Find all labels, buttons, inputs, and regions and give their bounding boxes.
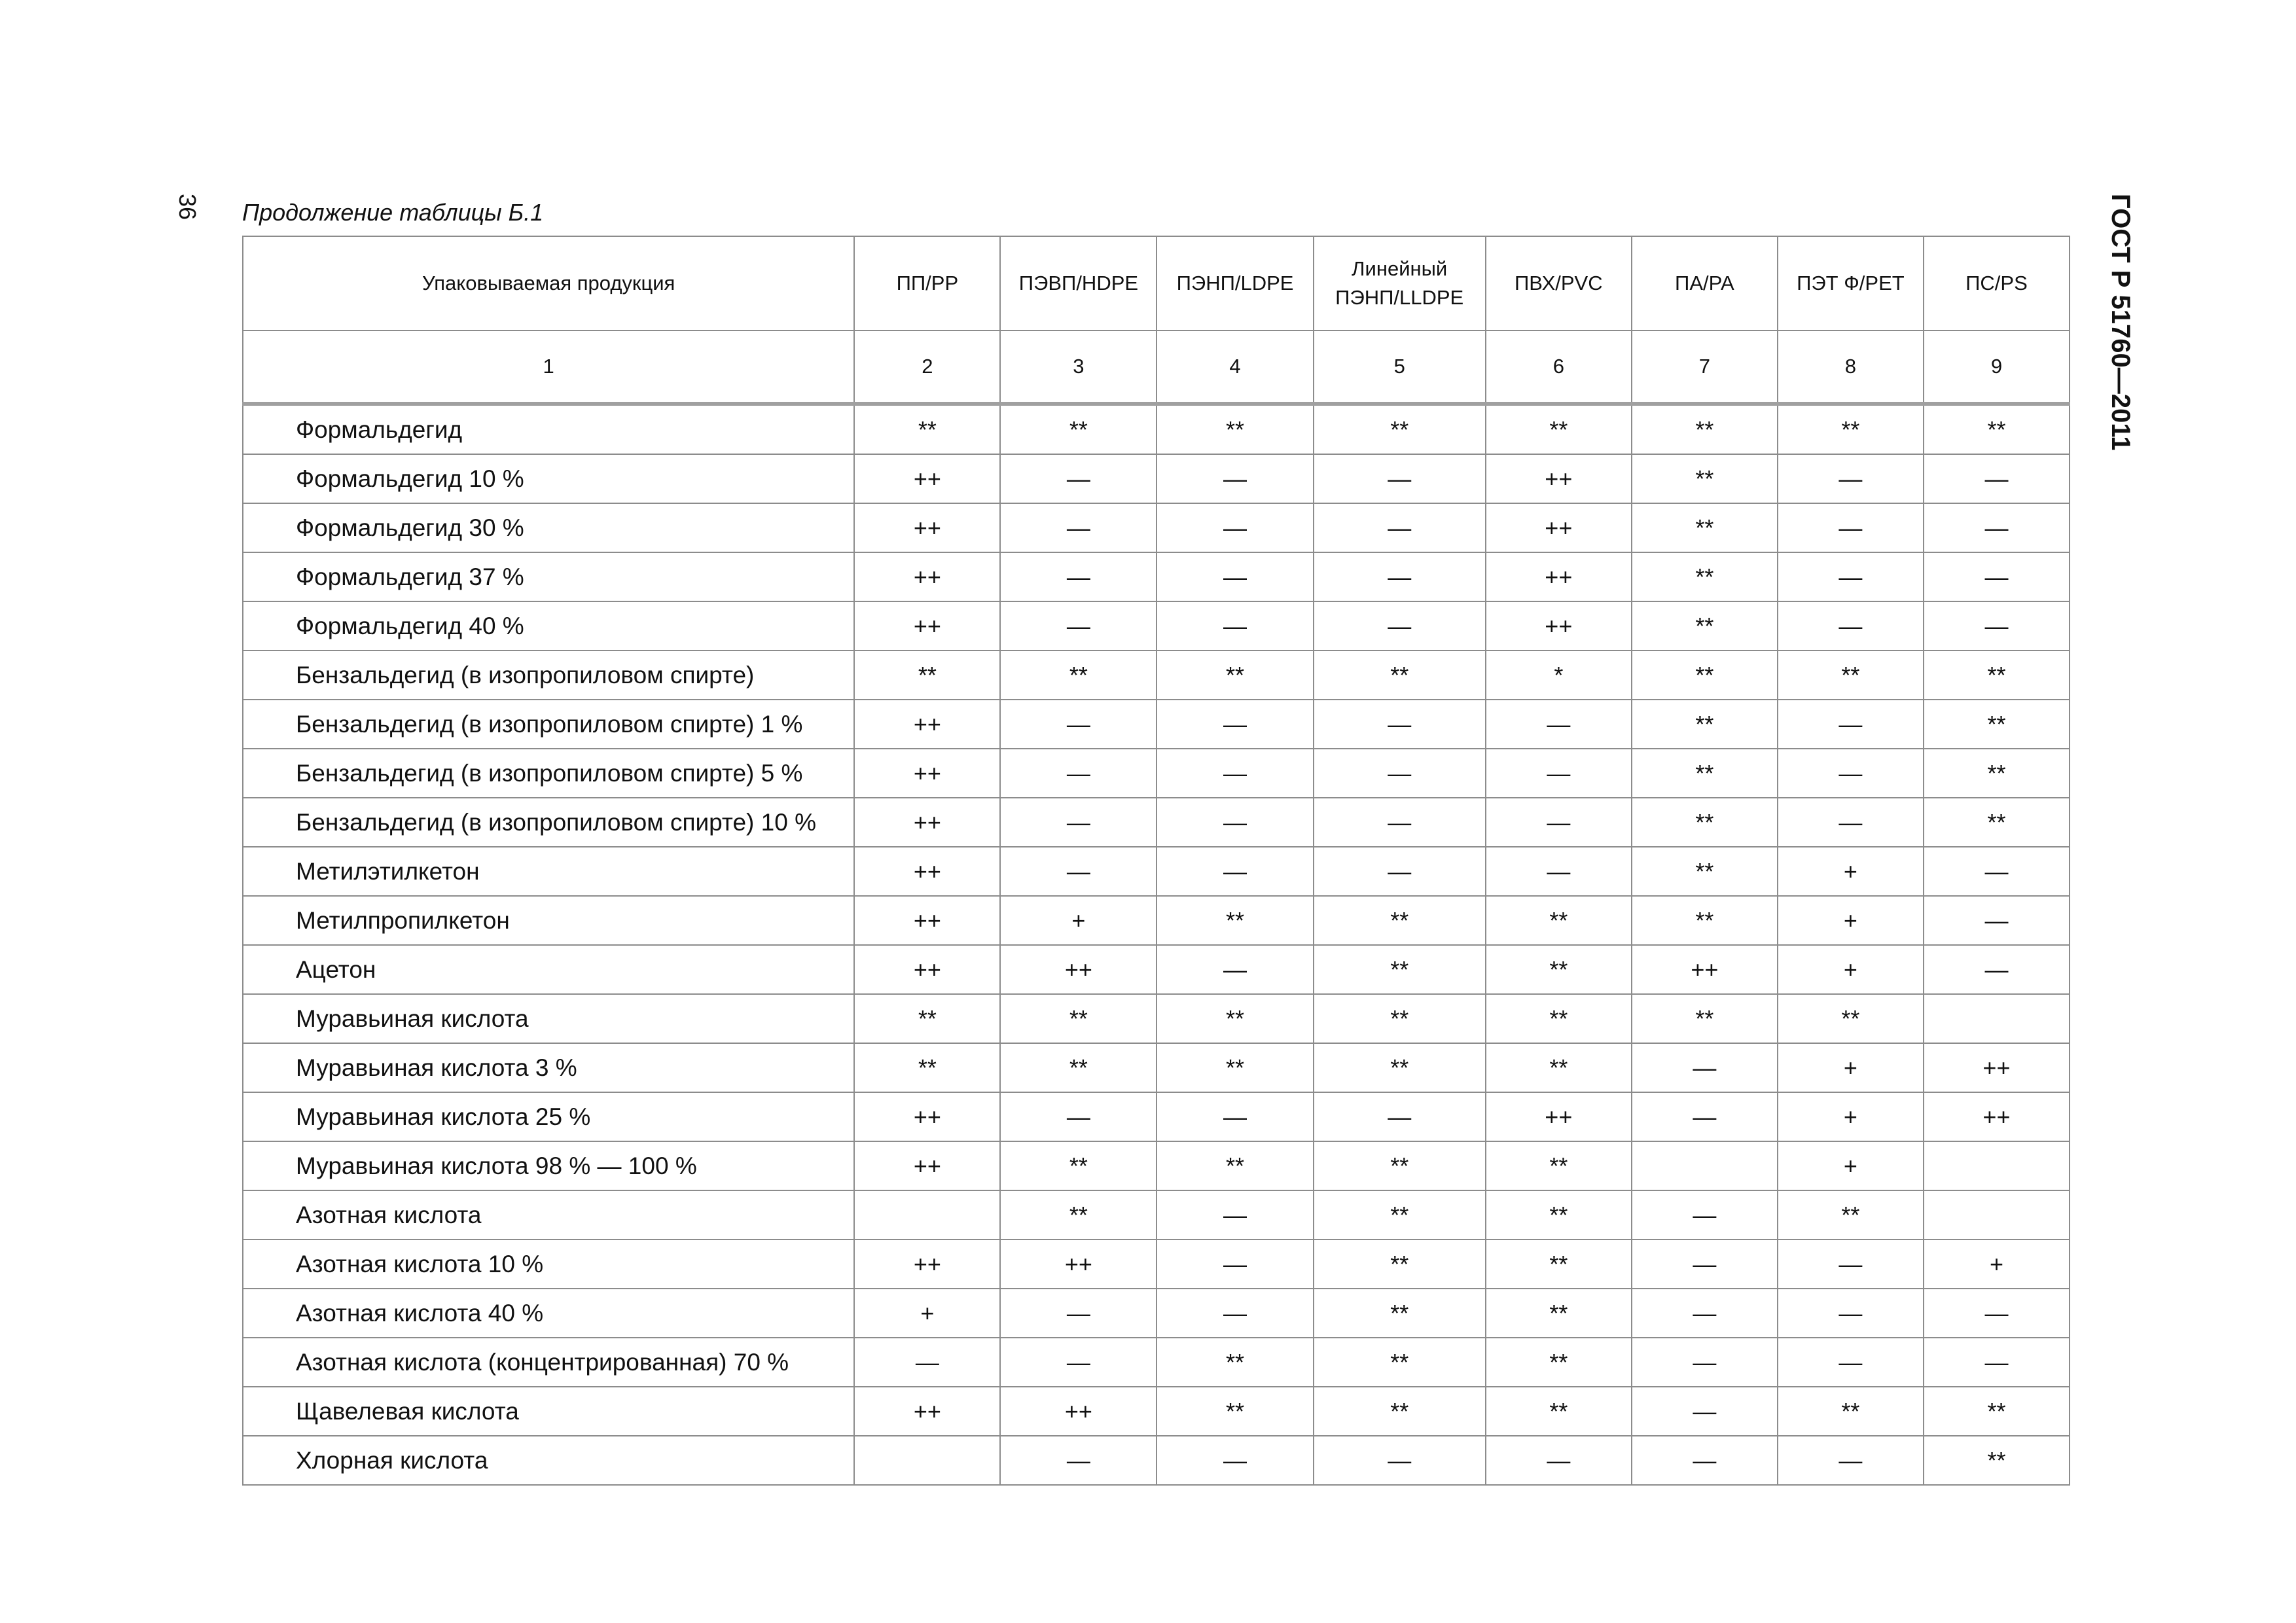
rating-cell: ** [1632, 749, 1778, 798]
rating-cell: ** [1924, 798, 2070, 847]
rating-cell: ** [1314, 1289, 1486, 1338]
product-name-cell: Ацетон [243, 945, 854, 994]
rating-cell: ** [1632, 454, 1778, 503]
rating-cell: + [854, 1289, 1000, 1338]
rating-cell: — [1632, 1436, 1778, 1485]
rating-cell: ** [1632, 798, 1778, 847]
rating-cell: ** [1157, 1141, 1313, 1190]
rating-cell: — [1486, 749, 1632, 798]
page-number: 36 [174, 194, 201, 221]
table-row [243, 798, 2070, 847]
table-row [243, 1043, 2070, 1092]
rating-cell: ++ [1486, 503, 1632, 552]
rating-cell: — [1314, 847, 1486, 896]
rating-cell: ** [1924, 404, 2070, 454]
rating-cell: ++ [854, 1092, 1000, 1141]
product-name-cell: Муравьиная кислота 25 % [243, 1092, 854, 1141]
rating-cell: — [1778, 454, 1924, 503]
rating-cell: — [1000, 1436, 1157, 1485]
header-material-5: ПВХ/PVC [1486, 236, 1632, 330]
rating-cell: ** [1486, 1141, 1632, 1190]
rating-cell: — [1632, 1092, 1778, 1141]
rating-cell: ** [1314, 404, 1486, 454]
rating-cell: ** [1632, 994, 1778, 1043]
rating-cell: ** [1157, 1338, 1313, 1387]
table-row [243, 1289, 2070, 1338]
rating-cell: — [1778, 700, 1924, 749]
rating-cell: ** [1778, 1190, 1924, 1240]
rating-cell: — [1486, 1436, 1632, 1485]
table-row [243, 749, 2070, 798]
rating-cell: ++ [854, 1387, 1000, 1436]
product-name-cell: Бензальдегид (в изопропиловом спирте) 5 % [243, 749, 854, 798]
rating-cell: ** [1314, 1043, 1486, 1092]
product-name-cell: Азотная кислота [243, 1190, 854, 1240]
rating-cell: — [1157, 798, 1313, 847]
rating-cell: — [1632, 1387, 1778, 1436]
rating-cell: — [1157, 847, 1313, 896]
rating-cell: ** [1000, 651, 1157, 700]
column-number: 8 [1778, 330, 1924, 404]
rating-cell: + [1778, 896, 1924, 945]
table-row [243, 601, 2070, 651]
rating-cell: ** [1486, 1289, 1632, 1338]
rating-cell: — [1314, 454, 1486, 503]
product-name-cell: Азотная кислота 40 % [243, 1289, 854, 1338]
rating-cell: + [1778, 1141, 1924, 1190]
rating-cell: — [1000, 552, 1157, 601]
header-material-8: ПС/PS [1924, 236, 2070, 330]
rating-cell: ++ [1000, 945, 1157, 994]
rating-cell: — [1314, 503, 1486, 552]
rating-cell [854, 1190, 1000, 1240]
rating-cell: ++ [1000, 1240, 1157, 1289]
rating-cell: ** [1157, 651, 1313, 700]
rating-cell: ** [1632, 651, 1778, 700]
column-number: 4 [1157, 330, 1313, 404]
rating-cell: — [1486, 847, 1632, 896]
rating-cell: ** [1486, 1190, 1632, 1240]
rating-cell: ++ [854, 749, 1000, 798]
rating-cell: — [1314, 601, 1486, 651]
product-name-cell: Бензальдегид (в изопропиловом спирте) [243, 651, 854, 700]
rating-cell: — [1778, 798, 1924, 847]
rating-cell: ** [1314, 1240, 1486, 1289]
product-name-cell: Формальдегид 30 % [243, 503, 854, 552]
rating-cell: ++ [854, 945, 1000, 994]
rating-cell: ** [1314, 994, 1486, 1043]
rating-cell: ++ [854, 552, 1000, 601]
column-number: 2 [854, 330, 1000, 404]
rating-cell: — [1924, 454, 2070, 503]
rating-cell: ** [1924, 1436, 2070, 1485]
rating-cell: ++ [854, 503, 1000, 552]
rating-cell: ** [1632, 896, 1778, 945]
rating-cell: — [1314, 798, 1486, 847]
rating-cell: — [1157, 552, 1313, 601]
rating-cell: ** [1314, 896, 1486, 945]
product-name-cell: Хлорная кислота [243, 1436, 854, 1485]
column-number: 3 [1000, 330, 1157, 404]
rating-cell: — [1486, 798, 1632, 847]
product-name-cell: Метилпропилкетон [243, 896, 854, 945]
rating-cell: — [1924, 896, 2070, 945]
table-row [243, 994, 2070, 1043]
rating-cell: — [854, 1338, 1000, 1387]
table-row [243, 896, 2070, 945]
table-row [243, 945, 2070, 994]
rating-cell: ** [1778, 1387, 1924, 1436]
rating-cell: — [1314, 1092, 1486, 1141]
rating-cell: ** [1157, 404, 1313, 454]
table-row [243, 1141, 2070, 1190]
rating-cell: ** [1924, 651, 2070, 700]
rating-cell: ** [1486, 896, 1632, 945]
rating-cell: — [1000, 700, 1157, 749]
rating-cell: — [1000, 454, 1157, 503]
rating-cell: + [1778, 1043, 1924, 1092]
product-name-cell: Щавелевая кислота [243, 1387, 854, 1436]
column-number: 9 [1924, 330, 2070, 404]
rating-cell: ++ [1924, 1043, 2070, 1092]
rating-cell: ** [1486, 1240, 1632, 1289]
rating-cell: ** [1314, 1387, 1486, 1436]
rating-cell: ++ [1486, 552, 1632, 601]
rating-cell: — [1778, 601, 1924, 651]
product-name-cell: Метилэтилкетон [243, 847, 854, 896]
rating-cell: ** [1486, 1043, 1632, 1092]
rating-cell: ** [1486, 1387, 1632, 1436]
rating-cell: — [1632, 1240, 1778, 1289]
table-row [243, 1190, 2070, 1240]
rating-cell: — [1486, 700, 1632, 749]
rating-cell: — [1924, 1338, 2070, 1387]
rating-cell: ++ [854, 1141, 1000, 1190]
table-row [243, 1240, 2070, 1289]
rating-cell: — [1000, 1092, 1157, 1141]
rating-cell: + [1924, 1240, 2070, 1289]
product-name-cell: Формальдегид 10 % [243, 454, 854, 503]
rating-cell: ** [1314, 1190, 1486, 1240]
table-row [243, 700, 2070, 749]
rating-cell: ** [1000, 1141, 1157, 1190]
rating-cell: — [1000, 847, 1157, 896]
product-name-cell: Муравьиная кислота 98 % — 100 % [243, 1141, 854, 1190]
rating-cell: ** [854, 994, 1000, 1043]
rating-cell: ** [1000, 1190, 1157, 1240]
table-body [243, 404, 2070, 1485]
header-material-1: ПП/PP [854, 236, 1000, 330]
rating-cell [854, 1436, 1000, 1485]
column-number: 5 [1314, 330, 1486, 404]
rating-cell: — [1000, 749, 1157, 798]
rating-cell: ++ [854, 454, 1000, 503]
header-product: Упаковываемая продукция [243, 236, 854, 330]
header-row [243, 236, 2070, 330]
rating-cell [1924, 1190, 2070, 1240]
rating-cell: ** [1778, 651, 1924, 700]
rating-cell: — [1000, 1289, 1157, 1338]
product-name-cell: Бензальдегид (в изопропиловом спирте) 10 % [243, 798, 854, 847]
column-number: 7 [1632, 330, 1778, 404]
rating-cell: — [1157, 1190, 1313, 1240]
product-name-cell: Муравьиная кислота 3 % [243, 1043, 854, 1092]
rating-cell: — [1778, 1338, 1924, 1387]
rating-cell: — [1632, 1190, 1778, 1240]
rating-cell: ** [1000, 994, 1157, 1043]
rating-cell: — [1314, 1436, 1486, 1485]
product-name-cell: Муравьиная кислота [243, 994, 854, 1043]
rating-cell: ++ [854, 896, 1000, 945]
rating-cell: ** [1486, 994, 1632, 1043]
rating-cell [1632, 1141, 1778, 1190]
rating-cell: — [1157, 601, 1313, 651]
rating-cell: ++ [1632, 945, 1778, 994]
product-name-cell: Азотная кислота 10 % [243, 1240, 854, 1289]
rating-cell: ** [1632, 700, 1778, 749]
rating-cell [1924, 1141, 2070, 1190]
rating-cell: ** [1486, 1338, 1632, 1387]
rating-cell: — [1157, 503, 1313, 552]
rating-cell: — [1632, 1338, 1778, 1387]
rating-cell: ** [1778, 404, 1924, 454]
rating-cell: — [1924, 945, 2070, 994]
rating-cell: ** [1924, 749, 2070, 798]
rating-cell: ** [1632, 404, 1778, 454]
header-material-4: Линейный ПЭНП/LLDPE [1314, 236, 1486, 330]
rating-cell: — [1000, 601, 1157, 651]
table-row [243, 651, 2070, 700]
rating-cell: — [1924, 601, 2070, 651]
rating-cell: — [1157, 1092, 1313, 1141]
rating-cell: ** [1924, 1387, 2070, 1436]
rating-cell: — [1632, 1043, 1778, 1092]
rating-cell: ** [1778, 994, 1924, 1043]
table-row [243, 552, 2070, 601]
column-number: 1 [243, 330, 854, 404]
product-name-cell: Формальдегид 40 % [243, 601, 854, 651]
rating-cell: ** [854, 651, 1000, 700]
rating-cell: ** [1157, 994, 1313, 1043]
rating-cell: ** [854, 1043, 1000, 1092]
rating-cell: — [1000, 503, 1157, 552]
header-material-6: ПА/PA [1632, 236, 1778, 330]
rating-cell: ** [1000, 1043, 1157, 1092]
rating-cell: — [1924, 503, 2070, 552]
rating-cell: ++ [854, 847, 1000, 896]
rating-cell: ** [1486, 404, 1632, 454]
rating-cell: ++ [1486, 1092, 1632, 1141]
rating-cell: ++ [854, 1240, 1000, 1289]
table-continuation-caption: Продолжение таблицы Б.1 [242, 199, 544, 226]
rating-cell: — [1157, 1289, 1313, 1338]
rating-cell: — [1157, 700, 1313, 749]
rating-cell: ++ [854, 700, 1000, 749]
rating-cell: ** [1314, 1338, 1486, 1387]
rating-cell: — [1778, 1240, 1924, 1289]
table-row [243, 503, 2070, 552]
rating-cell: ** [1314, 945, 1486, 994]
rating-cell: — [1157, 1436, 1313, 1485]
rating-cell: ** [1000, 404, 1157, 454]
rating-cell: ** [1486, 945, 1632, 994]
rating-cell: ** [1632, 601, 1778, 651]
table-row [243, 404, 2070, 454]
rating-cell: ** [1157, 1387, 1313, 1436]
rating-cell: ** [1157, 896, 1313, 945]
rating-cell: — [1314, 552, 1486, 601]
rating-cell: ** [1924, 700, 2070, 749]
table-row [243, 1338, 2070, 1387]
rating-cell: ** [854, 404, 1000, 454]
rating-cell: — [1314, 749, 1486, 798]
rating-cell: ++ [1486, 454, 1632, 503]
table-row [243, 1436, 2070, 1485]
rating-cell: — [1924, 847, 2070, 896]
rating-cell: + [1000, 896, 1157, 945]
table-row [243, 454, 2070, 503]
product-name-cell: Формальдегид 37 % [243, 552, 854, 601]
column-number: 6 [1486, 330, 1632, 404]
rating-cell: — [1157, 1240, 1313, 1289]
rating-cell: ** [1157, 1043, 1313, 1092]
rating-cell: + [1778, 1092, 1924, 1141]
compatibility-table [242, 236, 2070, 1486]
rating-cell: + [1778, 945, 1924, 994]
header-material-7: ПЭТ Ф/PET [1778, 236, 1924, 330]
product-name-cell: Бензальдегид (в изопропиловом спирте) 1 % [243, 700, 854, 749]
header-material-3: ПЭНП/LDPE [1157, 236, 1313, 330]
rating-cell: + [1778, 847, 1924, 896]
rating-cell: ** [1632, 503, 1778, 552]
rating-cell: ++ [1924, 1092, 2070, 1141]
rating-cell: — [1778, 503, 1924, 552]
rating-cell: — [1924, 1289, 2070, 1338]
rating-cell: * [1486, 651, 1632, 700]
rating-cell: ++ [1486, 601, 1632, 651]
rating-cell: ++ [1000, 1387, 1157, 1436]
rating-cell: — [1157, 454, 1313, 503]
rating-cell: ** [1632, 847, 1778, 896]
rating-cell: — [1000, 1338, 1157, 1387]
rating-cell: — [1000, 798, 1157, 847]
table-row [243, 1092, 2070, 1141]
product-name-cell: Азотная кислота (концентрированная) 70 % [243, 1338, 854, 1387]
rating-cell: ** [1314, 651, 1486, 700]
rating-cell: — [1632, 1289, 1778, 1338]
rating-cell: — [1314, 700, 1486, 749]
table-row [243, 847, 2070, 896]
table-row [243, 1387, 2070, 1436]
rating-cell: — [1924, 552, 2070, 601]
rating-cell: ++ [854, 798, 1000, 847]
document-code: ГОСТ Р 51760—2011 [2106, 194, 2135, 451]
product-name-cell: Формальдегид [243, 404, 854, 454]
column-number-row [243, 330, 2070, 404]
rating-cell: — [1778, 1289, 1924, 1338]
rating-cell [1924, 994, 2070, 1043]
rating-cell: ** [1314, 1141, 1486, 1190]
rating-cell: — [1778, 1436, 1924, 1485]
rating-cell: — [1157, 749, 1313, 798]
rating-cell: — [1778, 552, 1924, 601]
header-material-2: ПЭВП/HDPE [1000, 236, 1157, 330]
rating-cell: — [1778, 749, 1924, 798]
rating-cell: ** [1632, 552, 1778, 601]
rating-cell: ++ [854, 601, 1000, 651]
rating-cell: — [1157, 945, 1313, 994]
